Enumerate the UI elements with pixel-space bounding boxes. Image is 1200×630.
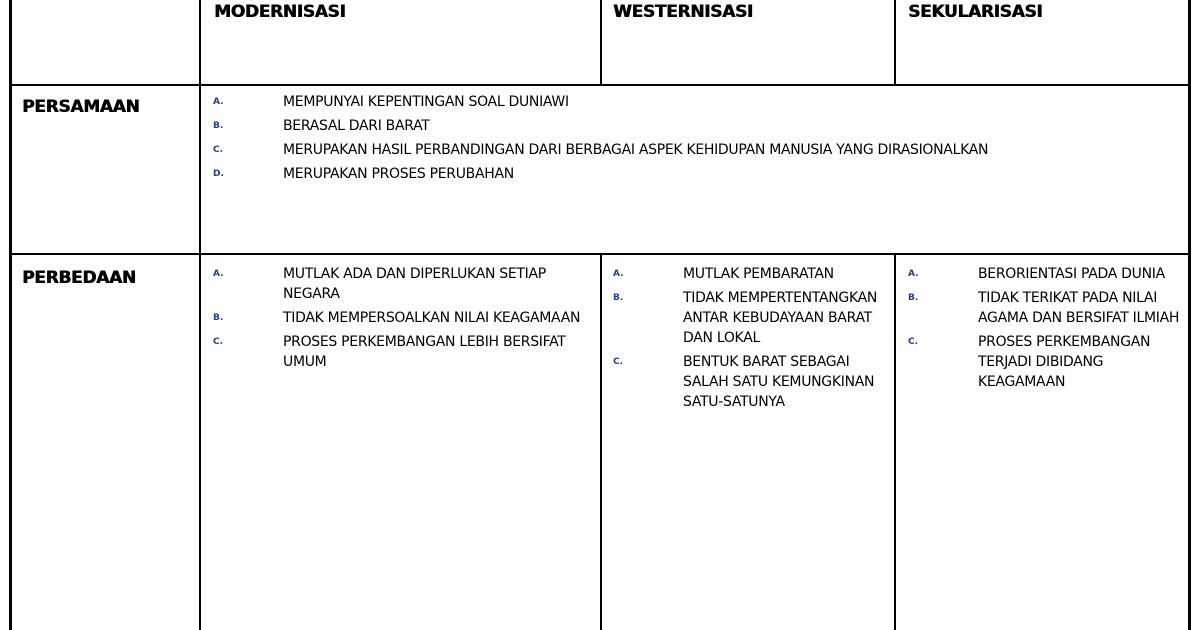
list-marker: A. xyxy=(213,97,224,107)
perbedaan-westernisasi-list xyxy=(613,264,888,416)
column-divider-sekularisasi xyxy=(894,0,896,86)
row-label-persamaan: PERSAMAAN xyxy=(22,97,140,117)
list-item-text: TIDAK MEMPERSOALKAN NILAI KEAGAMAAN xyxy=(283,310,581,326)
list-item-text: MERUPAKAN HASIL PERBANDINGAN DARI BERBAGAI ASPEK KEHIDUPAN MANUSIA YANG DIRASIONALKAN xyxy=(283,142,989,158)
list-item-text: BERORIENTASI PADA DUNIA xyxy=(978,266,1165,282)
list-item-text: BENTUK BARAT SEBAGAI SALAH SATU KEMUNGKINAN SATU-SATUNYA xyxy=(683,354,875,410)
list-item xyxy=(213,164,1183,184)
list-item-text: MEMPUNYAI KEPENTINGAN SOAL DUNIAWI xyxy=(283,94,569,110)
table-border-left xyxy=(9,0,12,630)
list-item xyxy=(213,116,1183,136)
header-westernisasi: WESTERNISASI xyxy=(613,2,753,22)
header-modernisasi: MODERNISASI xyxy=(214,2,346,22)
list-item-text: BERASAL DARI BARAT xyxy=(283,118,430,134)
list-marker: C. xyxy=(613,357,624,367)
list-item-text: MUTLAK ADA DAN DIPERLUKAN SETIAP NEGARA xyxy=(283,266,546,302)
list-marker: A. xyxy=(613,269,624,279)
list-item xyxy=(908,264,1183,284)
perbedaan-modernisasi-list xyxy=(213,264,593,376)
column-divider-label xyxy=(199,0,201,630)
list-item-text: MUTLAK PEMBARATAN xyxy=(683,266,834,282)
list-item-text: TIDAK MEMPERTENTANGKAN ANTAR KEBUDAYAAN BARAT DAN LOKAL xyxy=(683,290,878,346)
list-marker: A. xyxy=(213,269,224,279)
list-marker: C. xyxy=(213,145,224,155)
list-item xyxy=(213,92,1183,112)
list-item-text: TIDAK TERIKAT PADA NILAI AGAMA DAN BERSIFAT ILMIAH xyxy=(978,290,1180,326)
list-item xyxy=(613,352,888,412)
list-item-text: MERUPAKAN PROSES PERUBAHAN xyxy=(283,166,514,182)
persamaan-list xyxy=(213,92,1183,188)
list-item xyxy=(213,308,593,328)
perbedaan-sekularisasi-list xyxy=(908,264,1183,396)
list-marker: C. xyxy=(908,337,919,347)
list-item xyxy=(613,264,888,284)
list-marker: B. xyxy=(908,293,919,303)
list-item-text: PROSES PERKEMBANGAN TERJADI DIBIDANG KEAGAMAAN xyxy=(978,334,1151,390)
list-marker: B. xyxy=(613,293,624,303)
list-marker: B. xyxy=(213,313,224,323)
row-label-perbedaan: PERBEDAAN xyxy=(22,268,136,288)
row-divider-persamaan xyxy=(9,253,1191,255)
table-border-right xyxy=(1188,0,1191,630)
list-marker: D. xyxy=(213,169,224,179)
row-divider-header xyxy=(9,84,1191,86)
column-divider-westernisasi-lower xyxy=(600,255,602,630)
list-item xyxy=(213,264,593,304)
list-marker: C. xyxy=(213,337,224,347)
column-divider-westernisasi xyxy=(600,0,602,86)
column-divider-sekularisasi-lower xyxy=(894,255,896,630)
list-item xyxy=(908,288,1183,328)
list-item xyxy=(213,140,1183,160)
list-marker: A. xyxy=(908,269,919,279)
list-item xyxy=(613,288,888,348)
list-item xyxy=(908,332,1183,392)
header-sekularisasi: SEKULARISASI xyxy=(908,2,1043,22)
list-item xyxy=(213,332,593,372)
list-item-text: PROSES PERKEMBANGAN LEBIH BERSIFAT UMUM xyxy=(283,334,566,370)
list-marker: B. xyxy=(213,121,224,131)
